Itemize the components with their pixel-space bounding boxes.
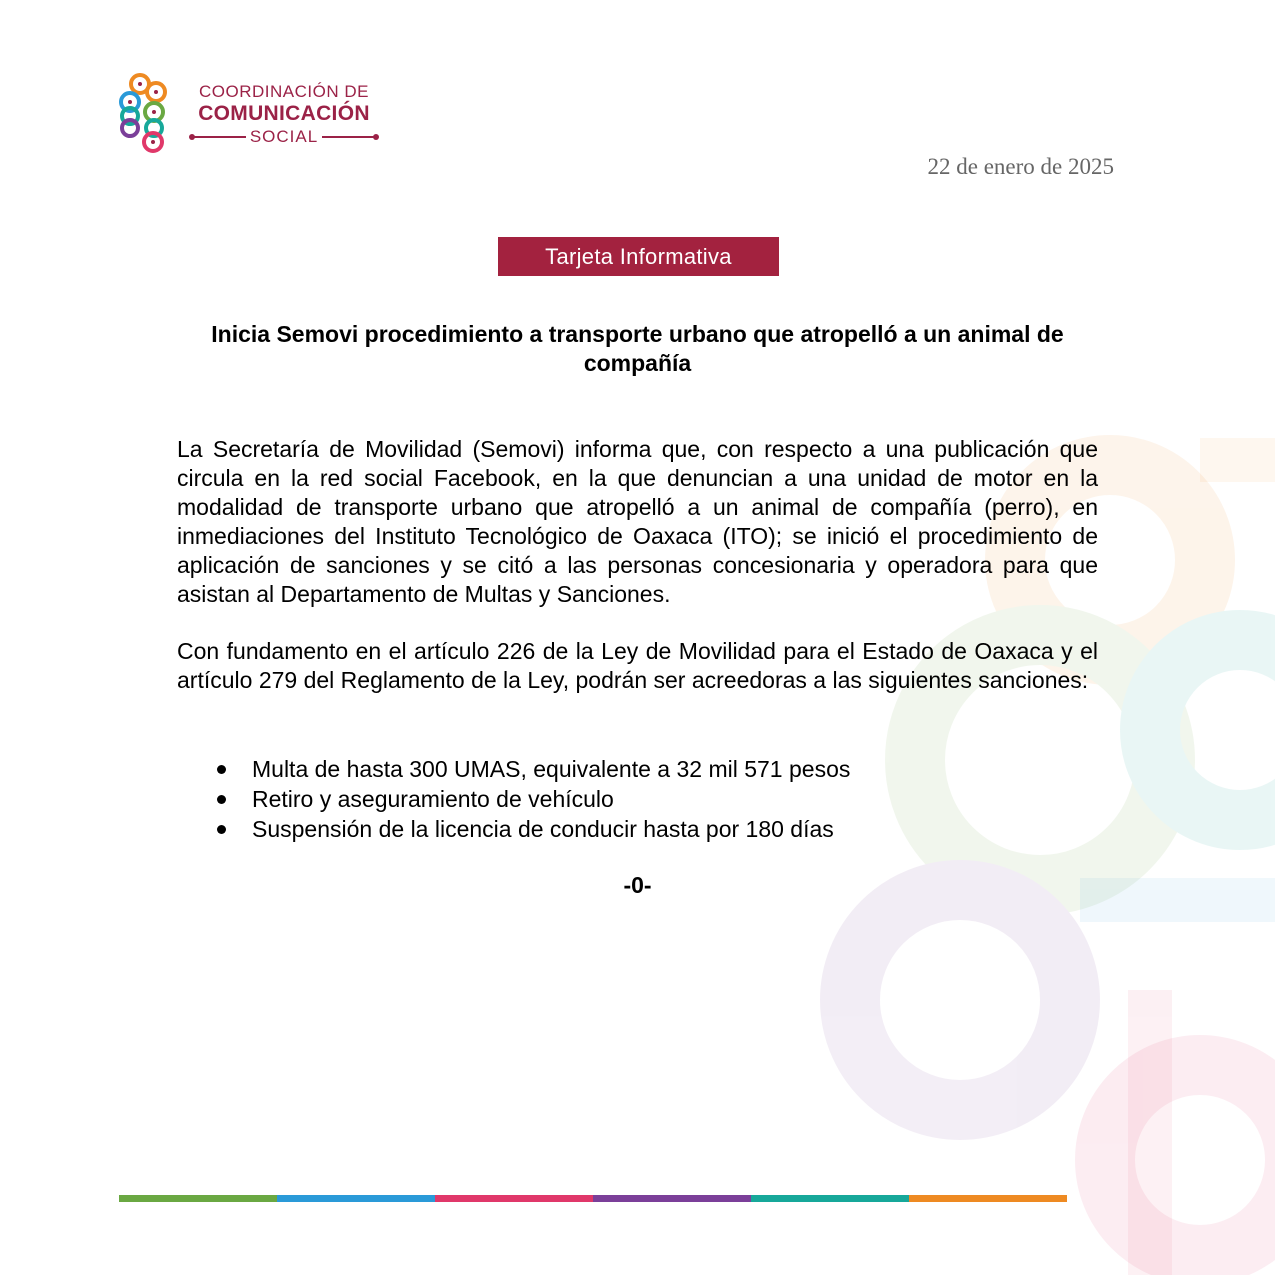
footer-stripe [277,1195,435,1202]
logo-line-2: COMUNICACIÓN [198,102,370,125]
publication-date: 22 de enero de 2025 [927,154,1114,179]
sanction-text: Multa de hasta 300 UMAS, equivalente a 32 mil 571 pesos [252,756,851,782]
logo-knot-icon [118,72,178,154]
footer-stripe [119,1195,277,1202]
communication-coordination-logo [118,72,398,154]
bullet-icon [217,825,226,834]
footer-stripe [593,1195,751,1202]
list-item [177,784,1098,814]
document-type-badge: Tarjeta Informativa [498,237,779,276]
list-item [177,754,1098,784]
closing-mark: -0- [623,872,652,898]
body-paragraph-2: Con fundamento en el artículo 226 de la Ley de Movilidad para el Estado de Oaxaca y el artículo 279 del Reglamento de la Ley, podrán ser acreedoras a las siguientes sanciones: [177,638,1098,693]
footer-stripe [909,1195,1067,1202]
bullet-icon [217,795,226,804]
footer-stripe [435,1195,593,1202]
list-item [177,814,1098,844]
logo-divider-right [322,136,376,138]
headline: Inicia Semovi procedimiento a transporte urbano que atropelló a un animal de compañía [211,321,1064,376]
footer-stripe [751,1195,909,1202]
sanction-text: Retiro y aseguramiento de vehículo [252,786,614,812]
footer-color-bar [119,1195,1067,1202]
logo-line-1: COORDINACIÓN DE [199,82,369,101]
bullet-icon [217,765,226,774]
sanction-text: Suspensión de la licencia de conducir hasta por 180 días [252,816,834,842]
logo-line-3: SOCIAL [249,127,319,146]
logo-divider-left [192,136,246,138]
body-paragraph-1: La Secretaría de Movilidad (Semovi) informa que, con respecto a una publicación que circula en la red social Facebook, en la que denuncian a una unidad de motor en la modalidad de transporte urbano que atropelló a un animal de compañía (perro), en inmediaciones del Instituto Tecnológico de Oaxaca (ITO); se inició el procedimiento de aplicación de sanciones y se citó a las personas concesionaria y operadora para que asistan al Departamento de Multas y Sanciones. [177,436,1098,607]
sanctions-list [177,754,1098,844]
